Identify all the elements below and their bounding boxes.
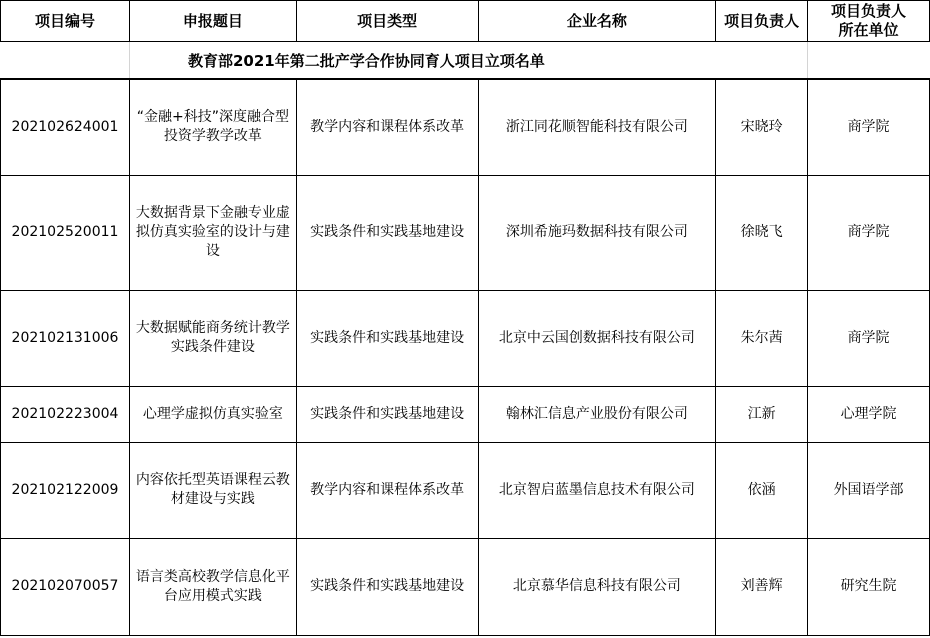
cell-leader: 宋晓玲 — [716, 79, 808, 175]
cell-topic: “金融+科技”深度融合型投资学教学改革 — [129, 79, 296, 175]
cell-topic: 语言类高校教学信息化平台应用模式实践 — [129, 538, 296, 635]
cell-type: 实践条件和实践基地建设 — [296, 386, 478, 442]
cell-topic: 心理学虚拟仿真实验室 — [129, 386, 296, 442]
table-row — [1, 290, 930, 386]
cell-leader: 江新 — [716, 386, 808, 442]
table-row — [1, 386, 930, 442]
cell-company: 浙江同花顺智能科技有限公司 — [478, 79, 716, 175]
table-row — [1, 175, 930, 290]
cell-topic: 大数据背景下金融专业虚拟仿真实验室的设计与建设 — [129, 175, 296, 290]
cell-unit: 商学院 — [808, 290, 930, 386]
cell-unit: 外国语学部 — [808, 442, 930, 538]
cell-company: 北京中云国创数据科技有限公司 — [478, 290, 716, 386]
cell-id: 202102070057 — [1, 538, 130, 635]
cell-type: 实践条件和实践基地建设 — [296, 290, 478, 386]
table-row — [1, 442, 930, 538]
table-row — [1, 538, 930, 635]
header-company: 企业名称 — [478, 1, 716, 42]
header-topic: 申报题目 — [129, 1, 296, 42]
header-unit — [808, 1, 930, 42]
header-type: 项目类型 — [296, 1, 478, 42]
title-spacer-cell — [1, 42, 130, 80]
header-leader: 项目负责人 — [716, 1, 808, 42]
page-title: 教育部2021年第二批产学合作协同育人项目立项名单 — [129, 42, 807, 80]
cell-company: 北京慕华信息科技有限公司 — [478, 538, 716, 635]
cell-id: 202102131006 — [1, 290, 130, 386]
header-unit-line1: 项目负责人 — [831, 2, 907, 20]
cell-leader: 依涵 — [716, 442, 808, 538]
cell-type: 实践条件和实践基地建设 — [296, 538, 478, 635]
cell-leader: 朱尔茜 — [716, 290, 808, 386]
cell-type: 教学内容和课程体系改革 — [296, 79, 478, 175]
cell-topic: 内容依托型英语课程云教材建设与实践 — [129, 442, 296, 538]
table-row — [1, 79, 930, 175]
cell-id: 202102223004 — [1, 386, 130, 442]
cell-id: 202102520011 — [1, 175, 130, 290]
cell-unit: 研究生院 — [808, 538, 930, 635]
title-row — [1, 42, 930, 80]
cell-id: 202102122009 — [1, 442, 130, 538]
cell-unit: 商学院 — [808, 79, 930, 175]
title-spacer-cell — [808, 42, 930, 80]
cell-topic: 大数据赋能商务统计教学实践条件建设 — [129, 290, 296, 386]
cell-leader: 刘善辉 — [716, 538, 808, 635]
header-unit-line2: 所在单位 — [838, 21, 899, 39]
cell-unit: 心理学院 — [808, 386, 930, 442]
cell-company: 深圳希施玛数据科技有限公司 — [478, 175, 716, 290]
cell-company: 北京智启蓝墨信息技术有限公司 — [478, 442, 716, 538]
cell-unit: 商学院 — [808, 175, 930, 290]
cell-id: 202102624001 — [1, 79, 130, 175]
cell-type: 实践条件和实践基地建设 — [296, 175, 478, 290]
cell-company: 翰林汇信息产业股份有限公司 — [478, 386, 716, 442]
header-row — [1, 1, 930, 42]
cell-leader: 徐晓飞 — [716, 175, 808, 290]
cell-type: 教学内容和课程体系改革 — [296, 442, 478, 538]
header-id: 项目编号 — [1, 1, 130, 42]
